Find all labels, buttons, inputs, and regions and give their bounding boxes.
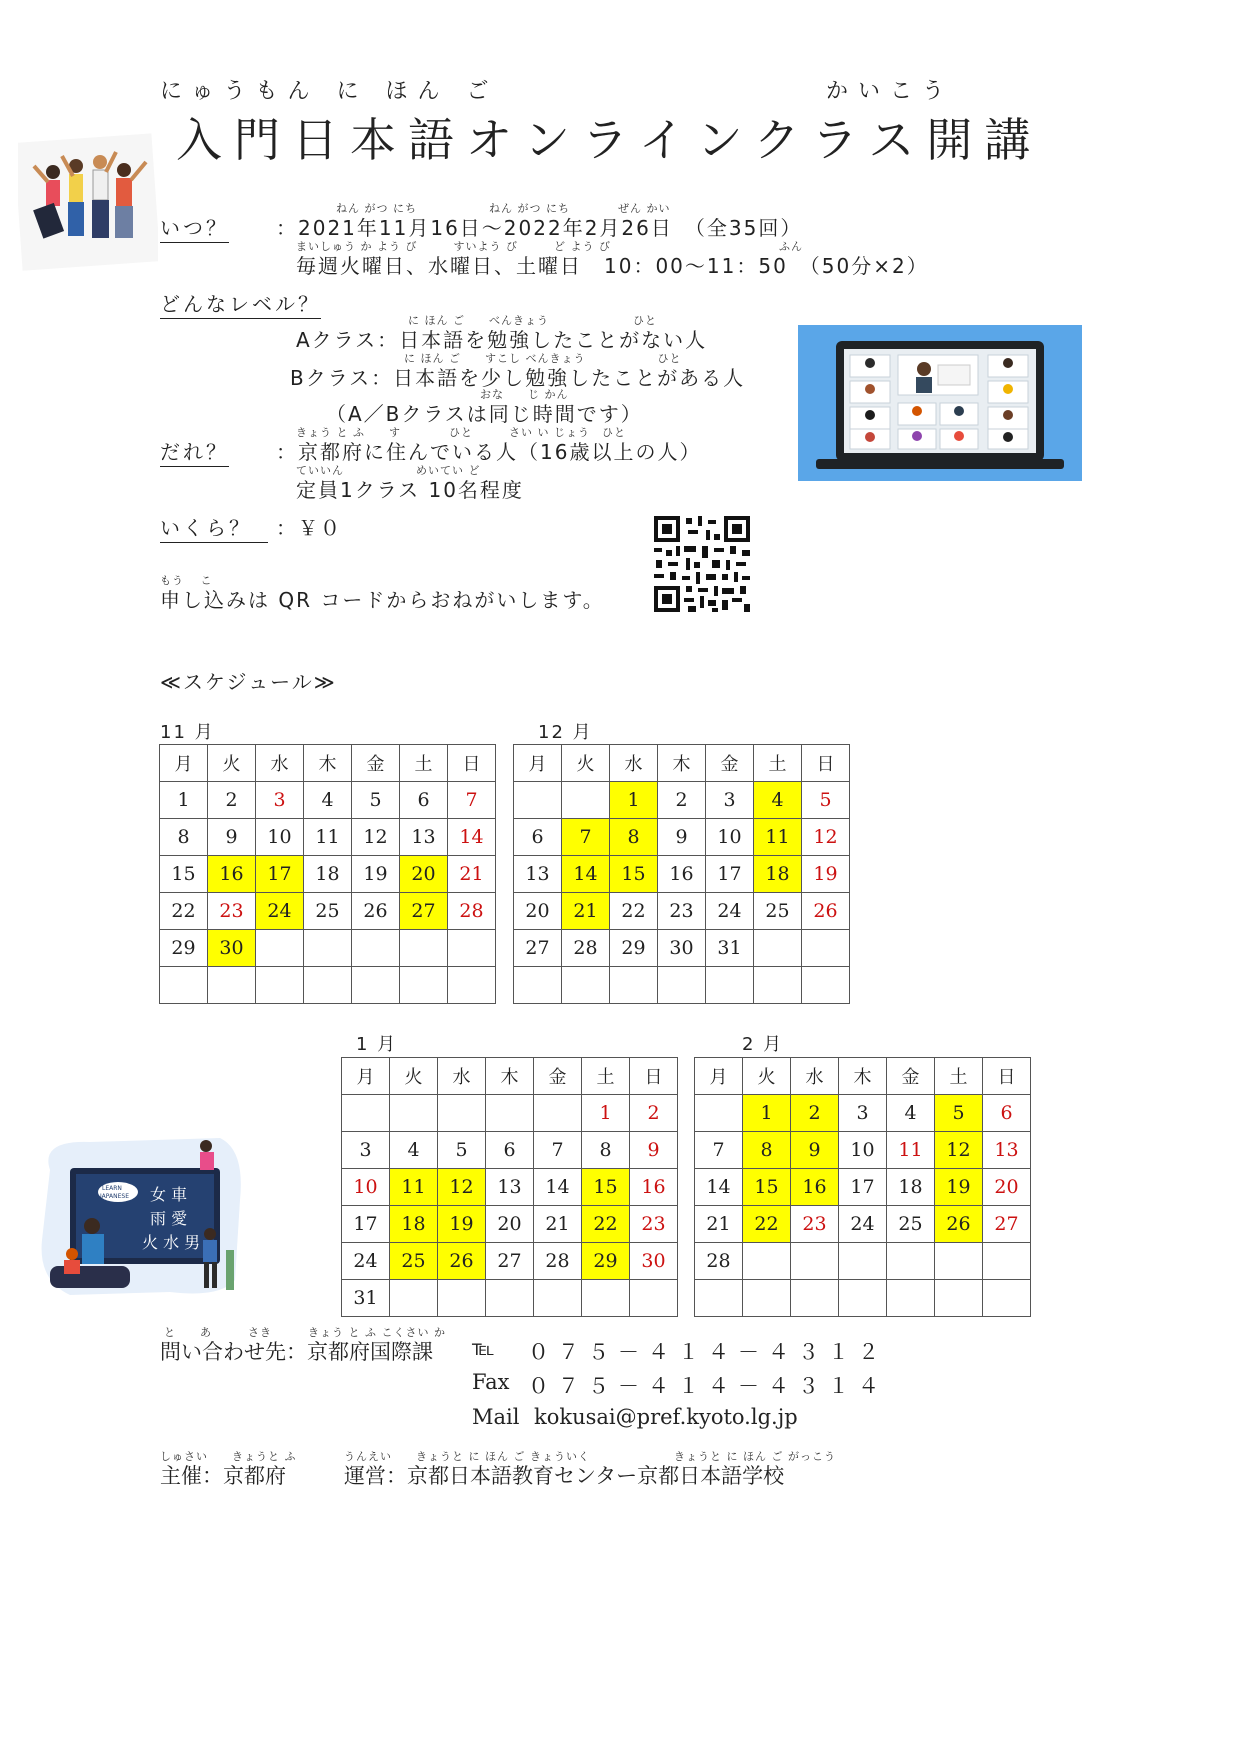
calendar-class-day: 15 xyxy=(743,1169,791,1206)
calendar-week-row xyxy=(514,819,850,856)
calendar-day: 23 xyxy=(658,893,706,930)
calendar-day: 3 xyxy=(706,782,754,819)
calendar-day: 16 xyxy=(658,856,706,893)
calendar-class-day: 2 xyxy=(791,1095,839,1132)
weekday-label: 木 xyxy=(658,745,706,782)
calendar-class-day: 1 xyxy=(743,1095,791,1132)
contact-label: 問い合わせ先：京都府国際課 xyxy=(160,1340,433,1364)
level-class-b: Bクラス：日本語を少し勉強したことがある人 xyxy=(290,366,746,390)
calendar-day: 28 xyxy=(448,893,496,930)
who-eligibility: ：京都府に住んでいる人（16歳以上の人） xyxy=(276,440,702,464)
calendar-class-day: 16 xyxy=(208,856,256,893)
calendar-empty-cell xyxy=(839,1243,887,1280)
calendar-empty-cell xyxy=(304,930,352,967)
calendar-day: 12 xyxy=(802,819,850,856)
calendar-day: 13 xyxy=(486,1169,534,1206)
calendar-day: 21 xyxy=(534,1206,582,1243)
title-furigana-right: かいこう xyxy=(826,79,955,104)
weekday-label: 水 xyxy=(438,1058,486,1095)
contact-ruby: と あ さき きょう と ふ こくさい か xyxy=(164,1326,446,1339)
calendar-weekday-header xyxy=(514,745,850,782)
calendar-title-november: 11 月 xyxy=(160,722,215,743)
mail-address[interactable]: kokusai@pref.kyoto.lg.jp xyxy=(534,1405,798,1429)
calendar-weekday-header xyxy=(342,1058,678,1095)
calendar-day: 9 xyxy=(658,819,706,856)
calendar-class-day: 7 xyxy=(562,819,610,856)
calendar-empty-cell xyxy=(610,967,658,1004)
calendar-day: 26 xyxy=(352,893,400,930)
calendar-class-day: 5 xyxy=(935,1095,983,1132)
calendar-day: 27 xyxy=(486,1243,534,1280)
calendar-class-day: 26 xyxy=(438,1243,486,1280)
calendar-day: 15 xyxy=(160,856,208,893)
calendar-class-day: 15 xyxy=(610,856,658,893)
calendar-day: 21 xyxy=(695,1206,743,1243)
calendar-day: 13 xyxy=(983,1132,1031,1169)
who-capacity: 定員1クラス 10名程度 xyxy=(296,478,524,502)
calendar-title-december: 12 月 xyxy=(538,722,593,743)
tel-label: ℡ xyxy=(472,1336,495,1360)
calendar-day: 4 xyxy=(390,1132,438,1169)
calendar-empty-cell xyxy=(352,967,400,1004)
calendar-empty-cell xyxy=(562,967,610,1004)
calendar-empty-cell xyxy=(438,1280,486,1317)
calendar-day: 4 xyxy=(304,782,352,819)
weekday-label: 日 xyxy=(802,745,850,782)
calendar-class-day: 18 xyxy=(754,856,802,893)
calendar-day: 20 xyxy=(486,1206,534,1243)
calendar-january xyxy=(341,1057,678,1317)
calendar-class-day: 4 xyxy=(754,782,802,819)
calendar-day: 22 xyxy=(610,893,658,930)
calendar-day: 27 xyxy=(983,1206,1031,1243)
calendar-empty-cell xyxy=(514,967,562,1004)
calendar-title-february: 2 月 xyxy=(742,1034,784,1055)
calendar-day: 18 xyxy=(887,1169,935,1206)
calendar-day: 3 xyxy=(839,1095,887,1132)
weekday-label: 木 xyxy=(304,745,352,782)
calendar-week-row xyxy=(342,1243,678,1280)
level-same-time-note: （A／Bクラスは同じ時間です） xyxy=(326,402,643,426)
calendar-empty-cell xyxy=(534,1280,582,1317)
calendar-empty-cell xyxy=(438,1095,486,1132)
calendar-day: 23 xyxy=(208,893,256,930)
calendar-day: 4 xyxy=(887,1095,935,1132)
calendar-day: 26 xyxy=(802,893,850,930)
calendar-day: 28 xyxy=(562,930,610,967)
weekday-label: 月 xyxy=(160,745,208,782)
calendar-week-row xyxy=(160,893,496,930)
calendar-day: 20 xyxy=(514,893,562,930)
calendar-day: 2 xyxy=(208,782,256,819)
calendar-class-day: 25 xyxy=(390,1243,438,1280)
calendar-day: 10 xyxy=(256,819,304,856)
calendar-empty-cell xyxy=(706,967,754,1004)
calendar-empty-cell xyxy=(754,930,802,967)
calendar-empty-cell xyxy=(695,1280,743,1317)
calendar-class-day: 8 xyxy=(743,1132,791,1169)
calendar-day: 16 xyxy=(630,1169,678,1206)
calendar-week-row xyxy=(160,967,496,1004)
calendar-class-day: 16 xyxy=(791,1169,839,1206)
svg-text:女 車: 女 車 xyxy=(150,1185,188,1204)
svg-text:火 水 男: 火 水 男 xyxy=(142,1233,201,1252)
calendar-day: 28 xyxy=(695,1243,743,1280)
host-ruby: しゅさい きょうと ふ xyxy=(160,1450,297,1463)
svg-text:LEARN: LEARN xyxy=(102,1185,122,1192)
video-conference-laptop-illustration xyxy=(798,325,1082,481)
calendar-day: 18 xyxy=(304,856,352,893)
calendar-class-day: 20 xyxy=(400,856,448,893)
calendar-day: 24 xyxy=(342,1243,390,1280)
calendar-day: 13 xyxy=(514,856,562,893)
calendar-day: 30 xyxy=(658,930,706,967)
calendar-day: 13 xyxy=(400,819,448,856)
calendar-class-day: 12 xyxy=(935,1132,983,1169)
calendar-day: 3 xyxy=(256,782,304,819)
weekday-label: 月 xyxy=(514,745,562,782)
calendar-december xyxy=(513,744,850,1004)
calendar-day: 6 xyxy=(400,782,448,819)
calendar-day: 31 xyxy=(706,930,754,967)
calendar-empty-cell xyxy=(935,1243,983,1280)
calendar-empty-cell xyxy=(630,1280,678,1317)
calendar-class-day: 26 xyxy=(935,1206,983,1243)
calendar-day: 10 xyxy=(706,819,754,856)
calendar-class-day: 17 xyxy=(256,856,304,893)
calendar-class-day: 11 xyxy=(390,1169,438,1206)
weekday-label: 日 xyxy=(630,1058,678,1095)
calendar-day: 17 xyxy=(839,1169,887,1206)
calendar-day: 7 xyxy=(448,782,496,819)
calendar-empty-cell xyxy=(658,967,706,1004)
calendar-day: 19 xyxy=(802,856,850,893)
calendar-empty-cell xyxy=(802,930,850,967)
when-date-range: ：2021年11月16日～2022年2月26日 （全35回） xyxy=(276,216,803,240)
when-label: いつ？ xyxy=(160,212,229,243)
calendar-empty-cell xyxy=(486,1095,534,1132)
fax-number: ０７５－４１４－４３１４ xyxy=(528,1374,888,1398)
calendar-class-day: 30 xyxy=(208,930,256,967)
calendar-week-row xyxy=(695,1206,1031,1243)
calendar-day: 7 xyxy=(534,1132,582,1169)
calendar-empty-cell xyxy=(534,1095,582,1132)
fax-label: Fax xyxy=(472,1370,510,1394)
weekday-label: 火 xyxy=(208,745,256,782)
weekday-label: 火 xyxy=(562,745,610,782)
weekday-label: 土 xyxy=(754,745,802,782)
calendar-empty-cell xyxy=(342,1095,390,1132)
calendar-day: 17 xyxy=(342,1206,390,1243)
calendar-day: 22 xyxy=(160,893,208,930)
calendar-empty-cell xyxy=(935,1280,983,1317)
calendar-class-day: 29 xyxy=(582,1243,630,1280)
calendar-empty-cell xyxy=(754,967,802,1004)
calendar-empty-cell xyxy=(983,1280,1031,1317)
calendar-day: 17 xyxy=(706,856,754,893)
calendar-empty-cell xyxy=(448,967,496,1004)
calendar-week-row xyxy=(160,930,496,967)
cost-label: いくら？ xyxy=(160,512,268,543)
calendar-week-row xyxy=(160,819,496,856)
weekday-label: 金 xyxy=(352,745,400,782)
mail-label: Mail xyxy=(472,1405,520,1429)
calendar-day: 25 xyxy=(754,893,802,930)
calendar-week-row xyxy=(695,1280,1031,1317)
apply-ruby: もう こ xyxy=(160,574,213,587)
calendar-class-day: 14 xyxy=(562,856,610,893)
calendar-empty-cell xyxy=(486,1280,534,1317)
people-jumping-illustration xyxy=(18,132,158,272)
calendar-day: 7 xyxy=(695,1132,743,1169)
calendar-class-day: 12 xyxy=(438,1169,486,1206)
organizer-ruby: うんえい きょうと に ほん ご きょういく きょうと に ほん ご がっこう xyxy=(344,1450,836,1463)
organizer: 運営：京都日本語教育センター京都日本語学校 xyxy=(344,1464,785,1488)
calendar-day: 10 xyxy=(342,1169,390,1206)
calendar-empty-cell xyxy=(514,782,562,819)
weekday-label: 水 xyxy=(256,745,304,782)
level-c-ruby: おな じ かん xyxy=(480,388,569,401)
level-a-ruby: に ほん ご べんきょう ひと xyxy=(408,314,657,327)
calendar-empty-cell xyxy=(390,1095,438,1132)
weekday-label: 金 xyxy=(706,745,754,782)
calendar-week-row xyxy=(342,1095,678,1132)
calendar-class-day: 18 xyxy=(390,1206,438,1243)
weekday-label: 火 xyxy=(743,1058,791,1095)
calendar-week-row xyxy=(342,1169,678,1206)
calendar-class-day: 27 xyxy=(400,893,448,930)
level-b-ruby: に ほん ご すこし べんきょう ひと xyxy=(404,352,682,365)
calendar-week-row xyxy=(695,1243,1031,1280)
calendar-day: 6 xyxy=(983,1095,1031,1132)
calendar-week-row xyxy=(514,967,850,1004)
page-title: 入門日本語オンラインクラス開講 xyxy=(176,113,1043,167)
calendar-november xyxy=(159,744,496,1004)
weekday-label: 水 xyxy=(610,745,658,782)
calendar-empty-cell xyxy=(352,930,400,967)
calendar-empty-cell xyxy=(695,1095,743,1132)
tel-number: ０７５－４１４－４３１２ xyxy=(528,1340,888,1364)
calendar-day: 3 xyxy=(342,1132,390,1169)
calendar-empty-cell xyxy=(743,1280,791,1317)
calendar-week-row xyxy=(160,782,496,819)
calendar-day: 14 xyxy=(448,819,496,856)
calendar-day: 9 xyxy=(208,819,256,856)
weekday-label: 土 xyxy=(400,745,448,782)
calendar-day: 29 xyxy=(160,930,208,967)
weekday-label: 火 xyxy=(390,1058,438,1095)
calendar-empty-cell xyxy=(983,1243,1031,1280)
calendar-day: 19 xyxy=(352,856,400,893)
schedule-heading: ≪スケジュール≫ xyxy=(160,670,337,694)
calendar-empty-cell xyxy=(839,1280,887,1317)
calendar-empty-cell xyxy=(400,930,448,967)
svg-text:雨 愛: 雨 愛 xyxy=(150,1209,188,1228)
calendar-day: 2 xyxy=(630,1095,678,1132)
calendar-empty-cell xyxy=(448,930,496,967)
calendar-empty-cell xyxy=(256,930,304,967)
calendar-day: 27 xyxy=(514,930,562,967)
cost-value: ：￥０ xyxy=(276,516,342,540)
weekday-label: 木 xyxy=(486,1058,534,1095)
calendar-day: 8 xyxy=(582,1132,630,1169)
calendar-class-day: 22 xyxy=(582,1206,630,1243)
calendar-week-row xyxy=(695,1095,1031,1132)
level-label: どんなレベル？ xyxy=(160,288,321,319)
calendar-empty-cell xyxy=(208,967,256,1004)
calendar-day: 25 xyxy=(887,1206,935,1243)
calendar-day: 6 xyxy=(486,1132,534,1169)
calendar-day: 23 xyxy=(630,1206,678,1243)
calendar-day: 30 xyxy=(630,1243,678,1280)
calendar-title-january: 1 月 xyxy=(356,1034,398,1055)
calendar-day: 14 xyxy=(695,1169,743,1206)
calendar-day: 23 xyxy=(791,1206,839,1243)
calendar-day: 5 xyxy=(802,782,850,819)
calendar-class-day: 8 xyxy=(610,819,658,856)
when-ruby-1: ねん がつ にち ねん がつ にち ぜん かい xyxy=(336,202,671,215)
calendar-day: 11 xyxy=(887,1132,935,1169)
calendar-day: 1 xyxy=(160,782,208,819)
calendar-class-day: 11 xyxy=(754,819,802,856)
calendar-empty-cell xyxy=(887,1243,935,1280)
calendar-class-day: 21 xyxy=(562,893,610,930)
weekday-label: 月 xyxy=(695,1058,743,1095)
calendar-week-row xyxy=(514,893,850,930)
calendar-empty-cell xyxy=(791,1280,839,1317)
calendar-february xyxy=(694,1057,1031,1317)
calendar-empty-cell xyxy=(400,967,448,1004)
who-ruby-2: ていいん めいてい ど xyxy=(296,464,481,477)
calendar-week-row xyxy=(514,782,850,819)
online-learning-illustration xyxy=(30,1130,250,1300)
calendar-class-day: 22 xyxy=(743,1206,791,1243)
calendar-empty-cell xyxy=(887,1280,935,1317)
calendar-week-row xyxy=(514,856,850,893)
calendar-week-row xyxy=(695,1169,1031,1206)
calendar-day: 12 xyxy=(352,819,400,856)
calendar-empty-cell xyxy=(562,782,610,819)
calendar-day: 31 xyxy=(342,1280,390,1317)
weekday-label: 金 xyxy=(534,1058,582,1095)
calendar-empty-cell xyxy=(743,1243,791,1280)
level-class-a: Aクラス：日本語を勉強したことがない人 xyxy=(296,328,708,352)
calendar-day: 25 xyxy=(304,893,352,930)
apply-instruction: 申し込みは QR コードからおねがいします。 xyxy=(160,588,605,612)
weekday-label: 日 xyxy=(448,745,496,782)
calendar-empty-cell xyxy=(160,967,208,1004)
calendar-week-row xyxy=(695,1132,1031,1169)
weekday-label: 木 xyxy=(839,1058,887,1095)
weekday-label: 金 xyxy=(887,1058,935,1095)
calendar-empty-cell xyxy=(802,967,850,1004)
weekday-label: 日 xyxy=(983,1058,1031,1095)
who-ruby-1: きょう と ふ す ひと さい い じょう ひと xyxy=(296,426,626,439)
calendar-week-row xyxy=(514,930,850,967)
calendar-day: 8 xyxy=(160,819,208,856)
calendar-day: 11 xyxy=(304,819,352,856)
calendar-day: 10 xyxy=(839,1132,887,1169)
calendar-day: 28 xyxy=(534,1243,582,1280)
calendar-empty-cell xyxy=(791,1243,839,1280)
calendar-class-day: 19 xyxy=(935,1169,983,1206)
calendar-day: 2 xyxy=(658,782,706,819)
calendar-empty-cell xyxy=(582,1280,630,1317)
calendar-day: 6 xyxy=(514,819,562,856)
calendar-day: 9 xyxy=(630,1132,678,1169)
qr-code[interactable] xyxy=(654,516,750,612)
weekday-label: 土 xyxy=(935,1058,983,1095)
weekday-label: 土 xyxy=(582,1058,630,1095)
calendar-day: 1 xyxy=(582,1095,630,1132)
calendar-weekday-header xyxy=(160,745,496,782)
when-weekly-schedule: 毎週火曜日、水曜日、土曜日 10：00～11：50 （50分×2） xyxy=(296,254,929,278)
calendar-day: 14 xyxy=(534,1169,582,1206)
calendar-class-day: 9 xyxy=(791,1132,839,1169)
calendar-empty-cell xyxy=(390,1280,438,1317)
calendar-day: 29 xyxy=(610,930,658,967)
calendar-week-row xyxy=(342,1132,678,1169)
calendar-week-row xyxy=(342,1280,678,1317)
calendar-day: 20 xyxy=(983,1169,1031,1206)
calendar-class-day: 15 xyxy=(582,1169,630,1206)
calendar-day: 5 xyxy=(438,1132,486,1169)
who-label: だれ？ xyxy=(160,436,229,467)
calendar-weekday-header xyxy=(695,1058,1031,1095)
title-furigana-left: にゅうもん に ほん ご xyxy=(160,79,499,104)
calendar-day: 21 xyxy=(448,856,496,893)
when-ruby-2: まいしゅう か よう び すいよう び ど よう び ふん xyxy=(296,240,803,253)
calendar-week-row xyxy=(160,856,496,893)
calendar-class-day: 24 xyxy=(256,893,304,930)
calendar-day: 24 xyxy=(839,1206,887,1243)
weekday-label: 月 xyxy=(342,1058,390,1095)
calendar-week-row xyxy=(342,1206,678,1243)
weekday-label: 水 xyxy=(791,1058,839,1095)
calendar-empty-cell xyxy=(256,967,304,1004)
host: 主催：京都府 xyxy=(160,1464,286,1488)
svg-text:JAPANESE: JAPANESE xyxy=(100,1193,129,1200)
calendar-day: 5 xyxy=(352,782,400,819)
calendar-class-day: 1 xyxy=(610,782,658,819)
calendar-day: 24 xyxy=(706,893,754,930)
calendar-class-day: 19 xyxy=(438,1206,486,1243)
calendar-empty-cell xyxy=(304,967,352,1004)
